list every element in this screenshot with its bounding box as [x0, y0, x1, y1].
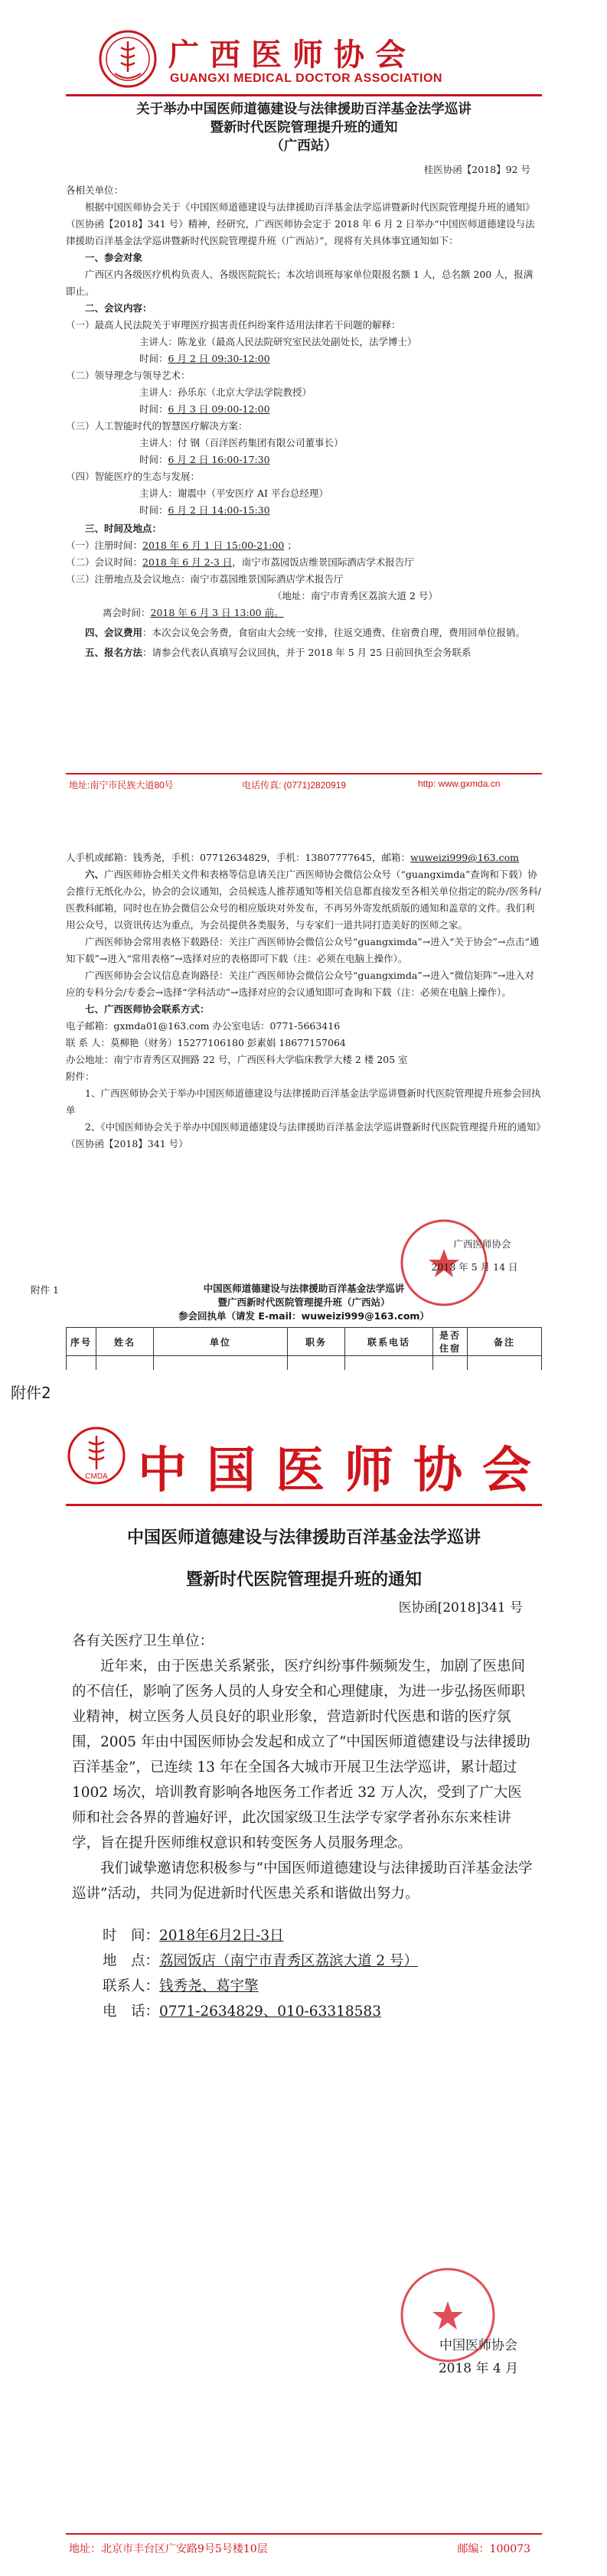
topic-2: （二）领导理念与领导艺术： 主讲人：孙乐东（北京大学法学院教授） 时间：6 月 3 日 09:00-12:00 — [66, 370, 312, 415]
cmda-footer-zip: 邮编：100073 — [457, 2543, 530, 2555]
office-address: 办公地址：南宁市青秀区双拥路 22 号，广西医科大学临床教学大楼 2 楼 205 室 — [66, 1054, 408, 1065]
attachment-1: 1、广西医师协会关于举办中国医师道德建设与法律援助百洋基金法学巡讲暨新时代医院管理提升班参会回执单 — [66, 1087, 541, 1116]
page2-body — [66, 849, 542, 1153]
attachments-label: 附件： — [66, 1071, 95, 1082]
notice-page-2 — [0, 842, 607, 1370]
section-1-body: 广西区内各级医疗机构负责人、各级医院院长；本次培训班每家单位限报名额 1 人，总名额 200 人，报满即止。 — [66, 269, 534, 297]
schedule-venue: （三）注册地点及会议地点：南宁市荔园维景国际酒店学术报告厅 — [66, 573, 344, 585]
org-name-en: GUANGXI MEDICAL DOCTOR ASSOCIATION — [170, 72, 442, 85]
cmda-salutation: 各有关医疗卫生单位： — [72, 1633, 214, 1649]
schedule-meeting: （二）会议时间：2018 年 6 月 2-3 日，南宁市荔园饭店维景国际酒店学术报告厅 — [66, 556, 414, 568]
cmda-doc-number: 医协函[2018]341 号 — [398, 1600, 523, 1616]
query-path: 广西医师协会会议信息查询路径：关注广西医师协会微信公众号“guangximda”→进入“微信矩阵”→进入对应的专科分会/专委会→选择“学科活动”→选择对应的会议通知即可查询和下载（注：必须在电脑上操作）。 — [66, 970, 534, 998]
cmda-title-2: 暨新时代医院管理提升班的通知 — [185, 1570, 422, 1590]
table-header-row: 序号 姓名 单位 职务 联系电话 是否住宿 备注 — [67, 1328, 542, 1356]
download-path: 广西医师协会常用表格下载路径：关注广西医师协会微信公众号“guangximda”→进入“关于协会”→点击“通知下载”→进入“常用表格”→选择对应的表格即可下载（注：必须在电脑上操作）。 — [66, 936, 540, 964]
cmda-logo-icon — [66, 1425, 127, 1486]
receipt-label: 附件 1 — [31, 1284, 59, 1296]
notice-body — [66, 182, 542, 661]
cmda-header-rule — [66, 1504, 542, 1506]
venue-address: （地址：南宁市青秀区荔滨大道 2 号） — [272, 590, 438, 602]
section-2-heading: 二、会议内容： — [85, 302, 152, 314]
cmda-time: 时 间：2018年6月2日-3日 — [103, 1928, 284, 1944]
topic-1: （一）最高人民法院关于审理医疗损害责任纠纷案件适用法律若干问题的解释： 主讲人：陈龙业（最高人民法院研究室民法处副处长，法学博士） 时间：6 月 2 日 09:30-12:00 — [66, 319, 417, 364]
salutation: 各相关单位： — [66, 184, 124, 196]
cmda-place: 地 点：荔园饭店（南宁市青秀区荔滨大道 2 号） — [103, 1953, 419, 1969]
footer-web: http: www.gxmda.cn — [418, 778, 501, 789]
cmda-notice-page — [0, 1370, 607, 2576]
receipt-table — [66, 1327, 542, 1375]
cmda-title-1: 中国医师道德建设与法律援助百洋基金法学巡讲 — [126, 1528, 481, 1547]
section-1-heading: 一、参会对象 — [85, 252, 143, 263]
topic-4: （四）智能医疗的生态与发展： 主讲人：谢震中（平安医疗 AI 平台总经理） 时间：6 月 2 日 14:00-15:30 — [66, 471, 328, 516]
cmda-phone: 电 话：0771-2634829、010-63318583 — [103, 2004, 381, 2020]
org-name-cn: 广西医师协会 — [168, 37, 416, 73]
contact-people: 联 系 人：莫柳艳（财务）15277106180 彭素娟 18677157064 — [66, 1037, 346, 1048]
page2-date: 2018 年 5 月 14 日 — [431, 1261, 518, 1273]
attachment-2-label: 附件2 — [11, 1384, 51, 1402]
notice-page-1 — [0, 0, 607, 842]
section-4: 四、会议费用：本次会议免会务费，食宿由大会统一安排，往返交通费、住宿费自理，费用回单位报销。 — [85, 627, 526, 638]
letterhead — [98, 29, 527, 90]
attachment-2: 2、《中国医师协会关于举办中国医师道德建设与法律援助百洋基金法学巡讲暨新时代医院管理提升班的通知》（医协函【2018】341 号） — [66, 1121, 541, 1149]
footer-fax: 电话传真: (0771)2820919 — [242, 780, 347, 791]
section-3-heading: 三、时间及地点： — [85, 523, 162, 534]
schedule-registration: （一）注册时间：2018 年 6 月 1 日 15:00-21:00 ； — [66, 540, 297, 551]
cmda-closing: 我们诚挚邀请您积极参与“中国医师道德建设与法律援助百洋基金法学巡讲”活动，共同为促进新时代医患关系和谐做出努力。 — [72, 1860, 533, 1902]
gxmda-logo-icon — [98, 29, 158, 89]
contact-email: 电子邮箱：gxmda01@163.com 办公室电话：0771-5663416 — [66, 1020, 341, 1032]
receipt-title: 中国医师道德建设与法律援助百洋基金法学巡讲 暨广西新时代医院管理提升班（广西站） 参会回执单（请发 E-mail：wuweizi999@163.com） — [178, 1283, 429, 1322]
page2-signature: 广西医师协会 — [453, 1238, 511, 1250]
cmda-logo-text: CMDA — [85, 1472, 108, 1481]
topic-3: （三）人工智能时代的智慧医疗解决方案： 主讲人：付 钢（百洋医药集团有限公司董事长） 时间：6 月 2 日 16:00-17:30 — [66, 420, 344, 465]
intro-paragraph: 根据中国医师协会关于《中国医师道德建设与法律援助百洋基金法学巡讲暨新时代医院管理提升班的通知》（医协函【2018】341 号）精神，经研究，广西医师协会定于 2018 年 6 月 2 日举办“中国医师道德建设与法律援助百洋基金法学巡讲暨新时代医院管理提升班（广西站）”，现将有关具体事宜通知如下： — [66, 201, 535, 246]
cmda-body-paragraph: 近年来，由于医患关系紧张，医疗纠纷事件频频发生，加剧了医患间的不信任，影响了医务人员的人身安全和心理健康，为进一步弘扬医师职业精神，树立医务人员良好的职业形象，营造新时代医患和谐的医疗氛围，2005 年由中国医师协会发起和成立了“中国医师道德建设与法律援助百洋基金”，已连续 13 年在全国各大城市开展卫生法学巡讲，累计超过 1002 场次，培训教育影响各地医务工作者近 32 万人次，受到了广大医师和社会各界的普遍好评，此次国家级卫生法学专家学者孙东东来桂讲学，旨在提升医师维权意识和转变医务人员服务理念。 — [72, 1658, 530, 1851]
cmda-date: 2018 年 4 月 — [438, 2361, 519, 2376]
gx-footer — [66, 773, 542, 793]
section-5: 五、报名方法：请参会代表认真填写会议回执，并于 2018 年 5 月 25 日前回执至会务联系 — [85, 647, 472, 658]
cmda-body — [72, 1629, 536, 2024]
cmda-contact: 联系人：钱秀尧、葛宇擎 — [103, 1978, 259, 1994]
section-7-heading: 七、广西医师协会联系方式： — [85, 1003, 210, 1015]
cmda-footer-address: 地址：北京市丰台区广安路9号5号楼10层 — [69, 2543, 268, 2555]
header-rule — [66, 94, 542, 96]
contact-line: 人手机或邮箱：钱秀尧，手机：07712634829，手机：13807777645，邮箱：wuweizi999@163.com — [66, 852, 519, 863]
notice-title: 关于举办中国医师道德建设与法律援助百洋基金法学巡讲 暨新时代医院管理提升班的通知 （广西站） — [136, 102, 472, 154]
doc-number: 桂医协函【2018】92 号 — [423, 164, 530, 175]
cmda-org-title: 中国医师协会 — [138, 1442, 551, 1499]
contact-email-link[interactable]: wuweizi999@163.com — [410, 852, 519, 863]
footer-address: 地址:南宁市民族大道80号 — [69, 780, 174, 791]
leave-time: 离会时间：2018 年 6 月 3 日 13:00 前。 — [103, 607, 284, 618]
cmda-signature: 中国医师协会 — [439, 2338, 517, 2353]
cmda-footer-rule — [66, 2533, 542, 2535]
section-6: 六、广西医师协会相关文件和表格等信息请关注广西医师协会微信公众号（“guangximda”查询和下载）协会推行无纸化办公，协会的会议通知，会员候选人推荐通知等相关信息都直接发至各相关单位指定的院办/医务科/医教科邮箱，同时也在协会微信公众号的相应版块对外发布，不再另外寄发纸质版的通知和盖章的文件。我们利用公众号，以资讯传达为重点，为会员提供各类服务，与专家们一道共同打造美好的医师之家。 — [66, 869, 541, 931]
